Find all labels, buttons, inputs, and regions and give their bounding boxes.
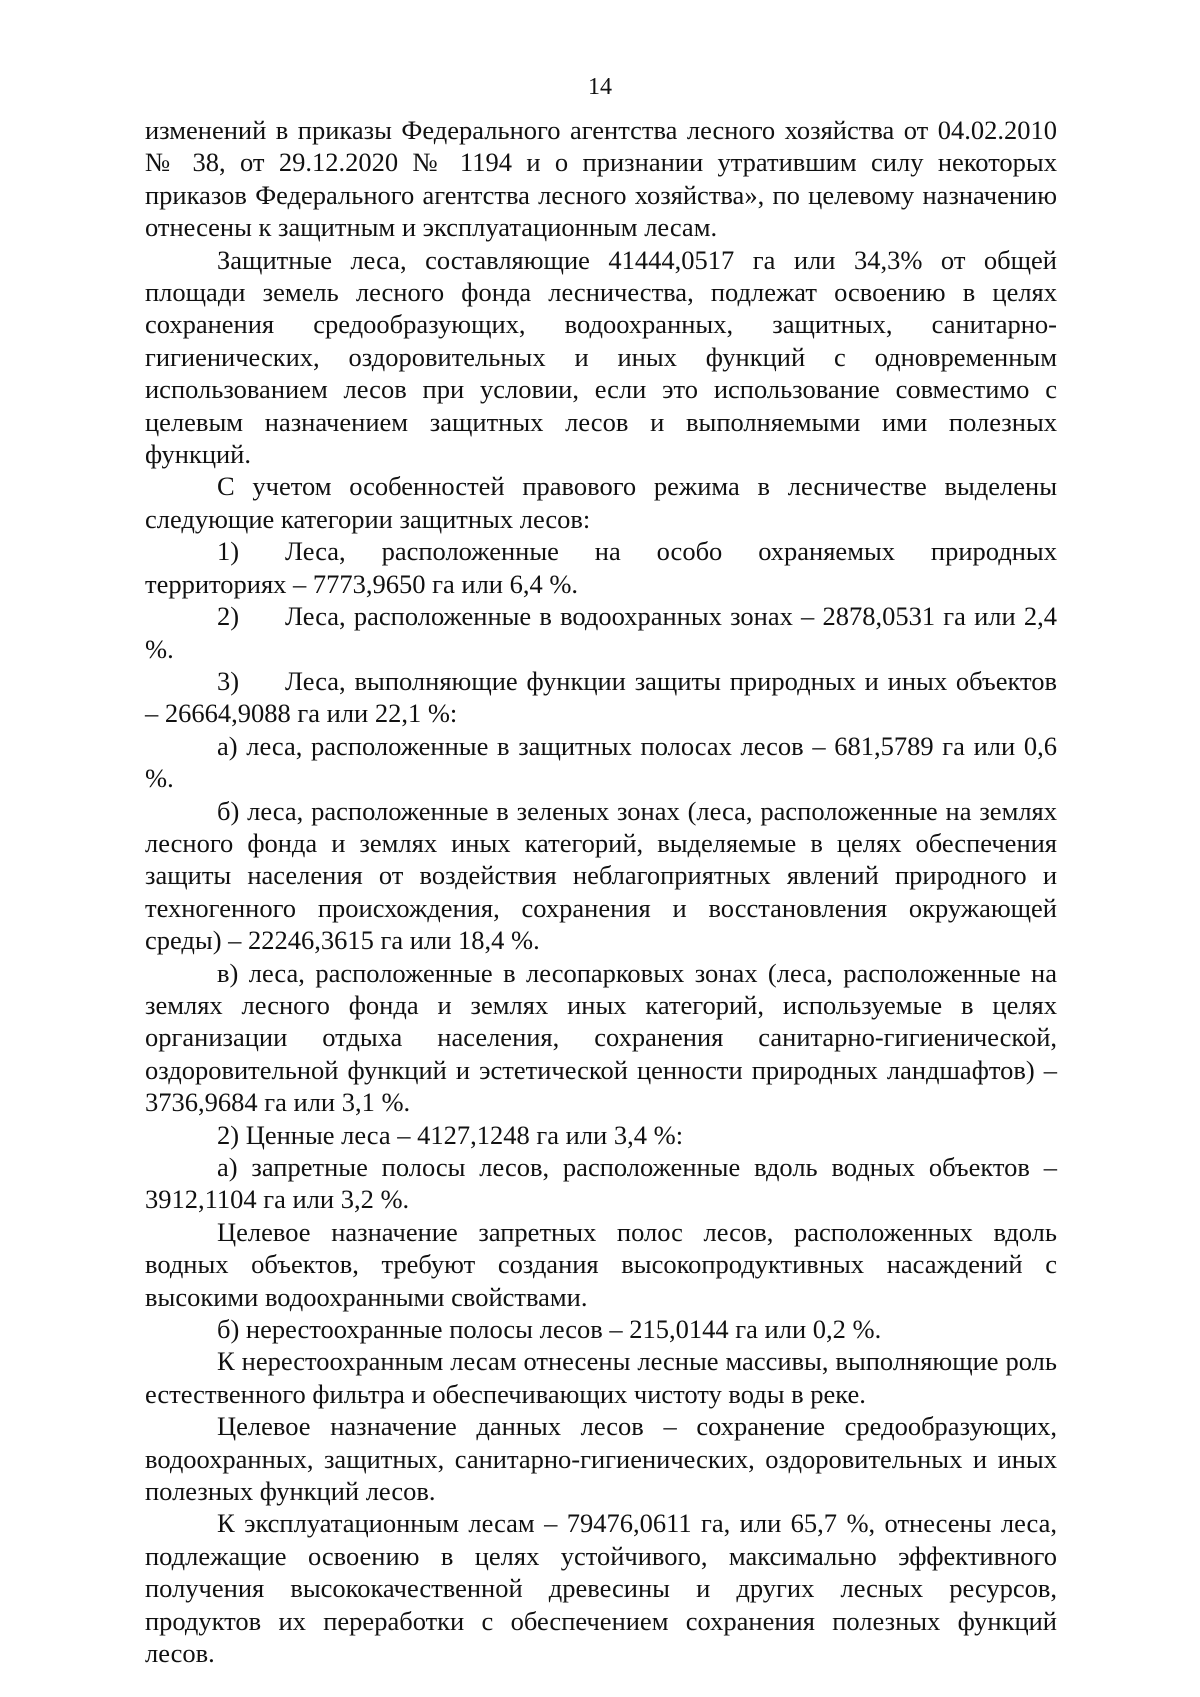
paragraph-sub-a: а) леса, расположенные в защитных полосах лесов – 681,5789 га или 0,6 %.	[145, 730, 1057, 794]
list-item-1	[145, 535, 1057, 600]
list-marker: 2)	[217, 601, 240, 632]
list-item-text: Леса, расположенные на особо охраняемых природных территориях – 7773,9650 га или 6,4 %.	[145, 536, 1057, 599]
list-item-2	[145, 600, 1057, 665]
list-item-text: Леса, расположенные в водоохранных зонах – 2878,0531 га или 2,4 %.	[145, 601, 1057, 664]
paragraph-spawning-description: К нерестоохранным лесам отнесены лесные массивы, выполняющие роль естественного фильтра и обеспечивающих чистоту воды в реке.	[145, 1346, 1057, 1409]
paragraph-spawning-strips: б) нерестоохранные полосы лесов – 215,0144 га или 0,2 %.	[217, 1314, 882, 1345]
paragraph-protective-forests: Защитные леса, составляющие 41444,0517 га или 34,3% от общей площади земель лесного фонда лесничества, подлежат освоению в целях сохранения средообразующих, водоохранных, защитных, санитарно-гигиенических, оздоровительных и иных функций с одновременным использованием лесов при условии, если это использование совместимо с целевым назначением защитных лесов и выполняемыми ими полезных функций.	[145, 244, 1057, 470]
page-number: 14	[588, 74, 612, 100]
paragraph-forests-purpose: Целевое назначение данных лесов – сохранение средообразующих, водоохранных, защитных, санитарно-гигиенических, оздоровительных и иных полезных функций лесов.	[145, 1411, 1057, 1507]
list-item-text: Леса, выполняющие функции защиты природных и иных объектов – 26664,9088 га или 22,1 %:	[145, 665, 1057, 729]
paragraph-categories-intro: С учетом особенностей правового режима в лесничестве выделены следующие категории защитных лесов:	[145, 471, 1057, 534]
paragraph-sub-v: в) леса, расположенные в лесопарковых зонах (леса, расположенные на землях лесного фонда и землях иных категорий, используемые в целях организации отдыха населения, сохранения санитарно-гигиенической, оздоровительной функций и эстетической ценности природных ландшафтов) – 3736,9684 га или 3,1 %.	[145, 957, 1057, 1118]
paragraph-forbidden-strips: а) запретные полосы лесов, расположенные вдоль водных объектов – 3912,1104 га или 3,2 %.	[145, 1152, 1057, 1215]
list-item-3	[145, 665, 1057, 730]
list-marker: 1)	[217, 536, 240, 567]
paragraph-exploitation-forests: К эксплуатационным лесам – 79476,0611 га, или 65,7 %, отнесены леса, подлежащие освоению в целях устойчивого, максимально эффективного получения высококачественной древесины и других лесных ресурсов, продуктов их переработки с обеспечением сохранения полезных функций лесов.	[145, 1508, 1057, 1669]
paragraph-valuable-forests: 2) Ценные леса – 4127,1248 га или 3,4 %:	[217, 1119, 684, 1150]
document-body	[145, 114, 1057, 1670]
list-marker: 3)	[217, 665, 240, 696]
paragraph-continuation: изменений в приказы Федерального агентства лесного хозяйства от 04.02.2010 № 38, от 29.12.2020 № 1194 и о признании утратившим силу некоторых приказов Федерального агентства лесного хозяйства», по целевому назначению отнесены к защитным и эксплуатационным лесам.	[145, 115, 1057, 243]
paragraph-strips-purpose: Целевое назначение запретных полос лесов, расположенных вдоль водных объектов, требуют создания высокопродуктивных насаждений с высокими водоохранными свойствами.	[145, 1216, 1057, 1312]
paragraph-sub-b: б) леса, расположенные в зеленых зонах (леса, расположенные на землях лесного фонда и землях иных категорий, выделяемые в целях обеспечения защиты населения от воздействия неблагоприятных явлений природного и техногенного происхождения, сохранения и восстановления окружающей среды) – 22246,3615 га или 18,4 %.	[145, 795, 1057, 956]
